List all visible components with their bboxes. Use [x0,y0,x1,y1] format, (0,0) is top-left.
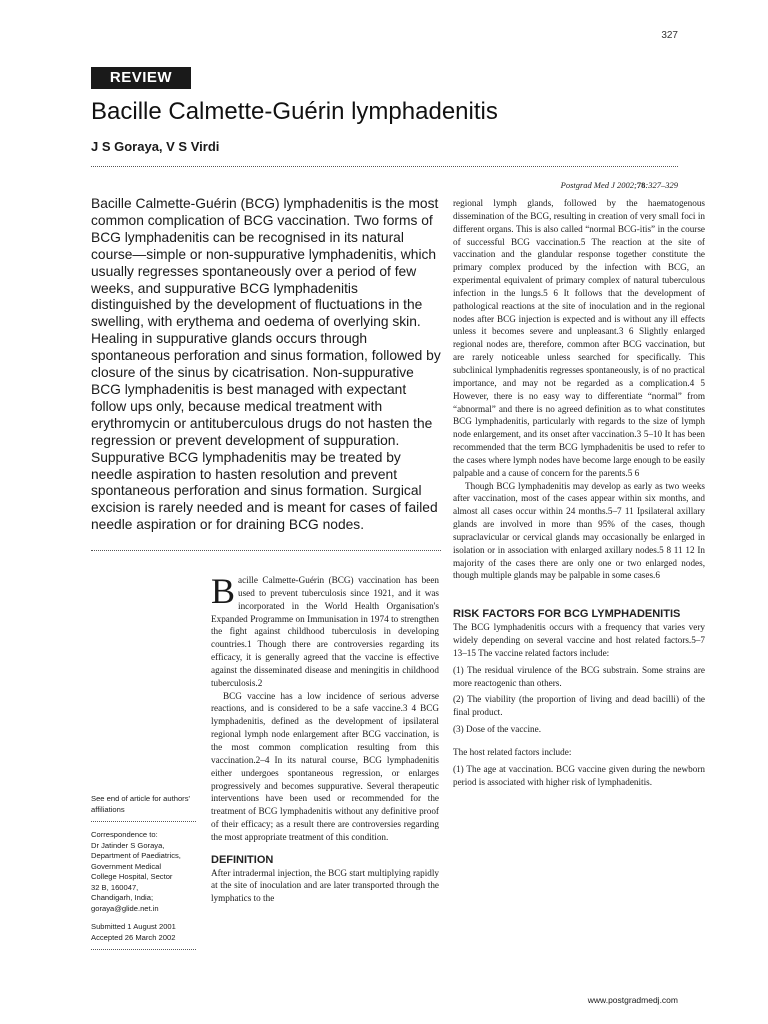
correspondence-line-7: Chandigarh, India; [91,893,154,902]
abstract-divider [91,550,441,551]
citation-journal: Postgrad Med J 2002; [560,180,637,190]
vaccine-factor-3: (3) Dose of the vaccine. [453,724,542,735]
accepted-date: Accepted 26 March 2002 [91,932,176,942]
abstract: Bacille Calmette-Guérin (BCG) lymphadenitis is the most common complication of BCG vaccination. Two forms of BCG lymphadenitis can be recognised in its natural course—simple or non-suppurative lymphadenitis, which usually regresses spontaneously over a period of few weeks, and suppurative BCG lymphadenitis distinguished by the development of fluctuations in the swelling, with erythema and oedema of overlying skin. Healing in suppurative glands occurs through spontaneous perforation and sinus formation, followed by closure of the sinus by cicatrisation. Non-suppurative BCG lymphadenitis is best managed with expectant follow ups only, because medical treatment with erythromycin or antituberculous drugs do not hasten the regression or prevent development of suppuration. Suppurative BCG lymphadenitis may be treated by needle aspiration to hasten resolution and prevent spontaneous perforation and sinus formation. Surgical excision is rarely needed and is meant for cases of failed needle aspiration or for draining BCG nodes. [91,196,441,533]
correspondence-line-1: Correspondence to: [91,830,158,839]
affiliations-note: See end of article for authors' affiliations [91,794,190,814]
page-number: 327 [661,30,678,41]
correspondence-line-4: Government Medical [91,861,162,871]
right-paragraph-1: regional lymph glands, followed by the haematogenous dissemination of the BCG, resulting in creation of very small foci in different organs. This is also called “normal BCG-itis” in the course of successful BCG vaccination.5 The reaction at the site of vaccination and the glandular response together constitute the primary complex produced by the infection with BCG, an experimental equivalent of primary complex of natural tuberculous infection in the lungs.5 6 It follows that the development of pathological reactions at the site of inoculation and in the regional nodes after BCG injection is expected and is without any ill effects unless it becomes severe and unpleasant.3 6 Slightly enlarged regional nodes are, therefore, common after BCG vaccination, but are rarely noticeable unless searched for specifically. This subclinical lymphadenitis regresses spontaneously, is of no practical importance, and may not be regarded as a complication.4 5 However, there is no easy way to differentiate “normal” from “abnormal” and there is no agreed definition as to what constitutes BCG lymphadenitis, particularly with regards to the size of lymph node enlargement, and its onset after vaccination.3 5–10 It has been recommended that the term BCG lymphadenitis be used to refer to the cases where lymph nodes have become large enough to be easily palpable and a cause of concern for the parents.5 6 [453,198,705,478]
risk-paragraph-1: The BCG lymphadenitis occurs with a frequency that varies very widely depending on several vaccine and host related factors.5–7 13–15 The vaccine related factors include: [453,622,705,658]
correspondence-email[interactable]: goraya@glide.net.in [91,903,159,913]
right-column [453,197,705,788]
submitted-date: Submitted 1 August 2001 [91,922,176,931]
intro-paragraph-1 [211,571,439,690]
risk-factors-heading: RISK FACTORS FOR BCG LYMPHADENITIS [453,608,681,621]
side-notes [91,794,201,950]
review-badge: REVIEW [91,67,191,89]
host-factors-intro: The host related factors include: [453,746,572,757]
intro-paragraph-2: BCG vaccine has a low incidence of serious adverse reactions, and is considered to be a safe vaccine.3 4 BCG lymphadenitis, defined as the development of ipsilateral regional lymph node enlargement after BCG vaccination, is the most common complication resulting from this vaccination.2–4 In its natural course, BCG lymphadenitis either undergoes spontaneous regression, or enlarges progressively and becomes suppurative. Several therapeutic interventions have been used or recommended for the treatment of BCG lymphadenitis without any definitive proof of their efficacy; as a result there are controversies regarding the most appropriate treatment of this condition. [211,690,439,842]
citation [561,180,678,190]
side-divider-2 [91,949,196,950]
middle-column [211,571,439,905]
host-factor-1: (1) The age at vaccination. BCG vaccine given during the newborn period is associated with higher risk of lymphadenitis. [453,763,705,787]
correspondence-line-6: 32 B, 160047, [91,882,139,892]
header-divider [91,166,678,167]
citation-pages: :327–329 [645,180,678,190]
citation-volume: 78 [636,180,646,190]
authors: J S Goraya, V S Virdi [91,139,220,154]
vaccine-factor-1: (1) The residual virulence of the BCG substrain. Some strains are more reactogenic than others. [453,664,705,688]
correspondence-line-5: College Hospital, Sector [91,872,173,881]
article-title: Bacille Calmette-Guérin lymphadenitis [91,98,498,125]
definition-heading: DEFINITION [211,853,274,866]
correspondence-line-2: Dr Jatinder S Goraya, [91,840,165,850]
correspondence-line-3: Department of Paediatrics, [91,851,181,860]
side-divider-1 [91,821,196,822]
intro-text-1: acille Calmette-Guérin (BCG) vaccination has been used to prevent tuberculosis since 1921, and it was incorporated in the World Health Organisation's Expanded Programme on Immunisation in 1974 to strengthen the fight against childhood tuberculosis in developing countries.1 Though there are controversies regarding its efficacy, it is generally agreed that the vaccine is effective against the disseminated disease and meningitis in childhood tuberculosis.2 [211,575,439,688]
vaccine-factor-2: (2) The viability (the proportion of living and dead bacilli) of the final product. [453,694,705,718]
drop-cap: B [211,571,236,611]
footer-url[interactable]: www.postgradmedj.com [587,995,678,1005]
right-paragraph-2: Though BCG lymphadenitis may develop as early as two weeks after vaccination, most of the cases appear within six months, and almost all cases occur within 24 months.5–7 11 Ipsilateral axillary glands are involved in more than 95% of the cases, though supraclavicular or cervical glands may occasionally be enlarged in isolation or in association with enlarged axillary nodes.5 8 11 12 In majority of the cases there are only one or two enlarged nodes, though multiple glands may be palpable in some cases.6 [453,480,705,581]
definition-paragraph-1: After intradermal injection, the BCG start multiplying rapidly at the site of inoculation and are later transported through the lymphatics to the [211,867,439,904]
